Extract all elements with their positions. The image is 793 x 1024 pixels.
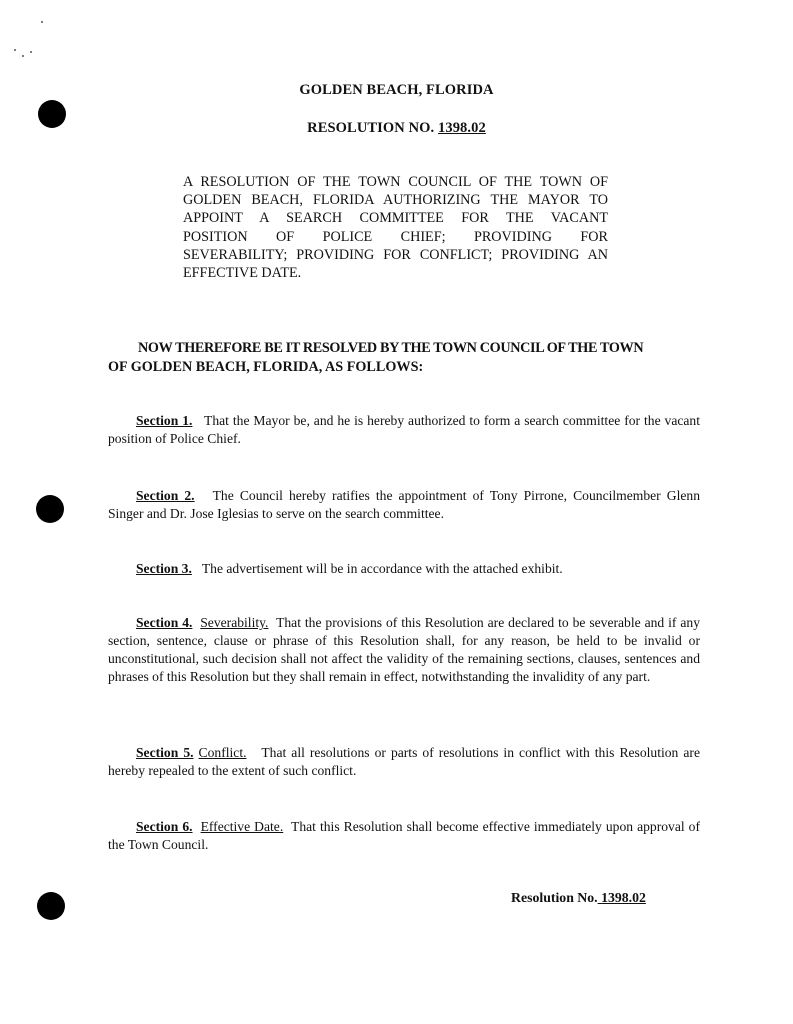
resolved-line-1: NOW THEREFORE BE IT RESOLVED BY THE TOWN COUNCIL OF THE TOWN (138, 340, 644, 356)
section-2 (108, 487, 700, 523)
footer-resolution-number (511, 890, 652, 906)
footer-label: Resolution No. (511, 890, 598, 905)
footer-number (598, 890, 652, 905)
section-heading: Section 6. (136, 819, 193, 834)
section-1 (108, 412, 700, 448)
resolution-preamble (183, 173, 608, 282)
scan-speck (22, 55, 24, 57)
section-subheading: Conflict. (198, 745, 247, 760)
scan-speck (41, 21, 43, 23)
section-subheading: Severability. (200, 615, 269, 630)
preamble-line: A RESOLUTION OF THE TOWN COUNCIL OF THE TOWN OF (183, 174, 608, 190)
section-heading: Section 5. (136, 745, 194, 760)
section-4 (108, 614, 700, 686)
scan-speck (30, 51, 32, 53)
section-heading: Section 1. (136, 413, 193, 428)
section-heading: Section 2. (136, 488, 195, 503)
resolution-label: RESOLUTION NO. (307, 120, 435, 136)
preamble-line: POSITION OF POLICE CHIEF; PROVIDING FOR (183, 228, 608, 245)
resolution-number: 1398.02 (438, 120, 486, 136)
scan-speck (14, 49, 16, 51)
section-heading: Section 4. (136, 615, 193, 630)
section-5 (108, 744, 700, 780)
preamble-line: EFFECTIVE DATE. (183, 265, 302, 282)
section-text: That all resolutions or parts of resolutions in conflict with this Resolution are hereby repealed to the extent of such conflict. (108, 745, 700, 778)
section-heading: Section 3. (136, 561, 192, 576)
preamble-line: SEVERABILITY; PROVIDING FOR CONFLICT; PROVIDING AN (183, 246, 608, 263)
section-3 (108, 560, 700, 578)
section-text: That the Mayor be, and he is hereby authorized to form a search committee for the vacant position of Police Chief. (108, 413, 701, 446)
section-text: That this Resolution shall become effective immediately upon approval of the Town Council. (108, 819, 700, 852)
section-text: The Council hereby ratifies the appointment of Tony Pirrone, Councilmember Glenn Singer and Dr. Jose Iglesias to serve on the search committee. (108, 488, 701, 521)
footer-number-value: 1398.02 (601, 890, 646, 905)
section-6 (108, 818, 700, 854)
section-text: That the provisions of this Resolution are declared to be severable and if any section, sentence, clause or phrase of this Resolution shall, for any reason, be held to be invalid or unconstitutional, such decision shall not affect the validity of the remaining sections, clauses, sentences and phrases of this Resolution but they shall remain in effect, notwithstanding the invalidity of any part. (108, 615, 700, 684)
section-subheading: Effective Date. (200, 819, 284, 834)
punch-hole-middle (36, 495, 64, 523)
preamble-line: GOLDEN BEACH, FLORIDA AUTHORIZING THE MAYOR TO (183, 192, 608, 209)
punch-hole-bottom (37, 892, 65, 920)
preamble-line: APPOINT A SEARCH COMMITTEE FOR THE VACANT (183, 210, 608, 227)
section-text: The advertisement will be in accordance with the attached exhibit. (201, 561, 563, 576)
resolved-clause (108, 339, 700, 377)
resolution-title (0, 120, 793, 137)
resolved-line-2: OF GOLDEN BEACH, FLORIDA, AS FOLLOWS: (108, 359, 424, 375)
municipality-title: GOLDEN BEACH, FLORIDA (299, 82, 494, 98)
